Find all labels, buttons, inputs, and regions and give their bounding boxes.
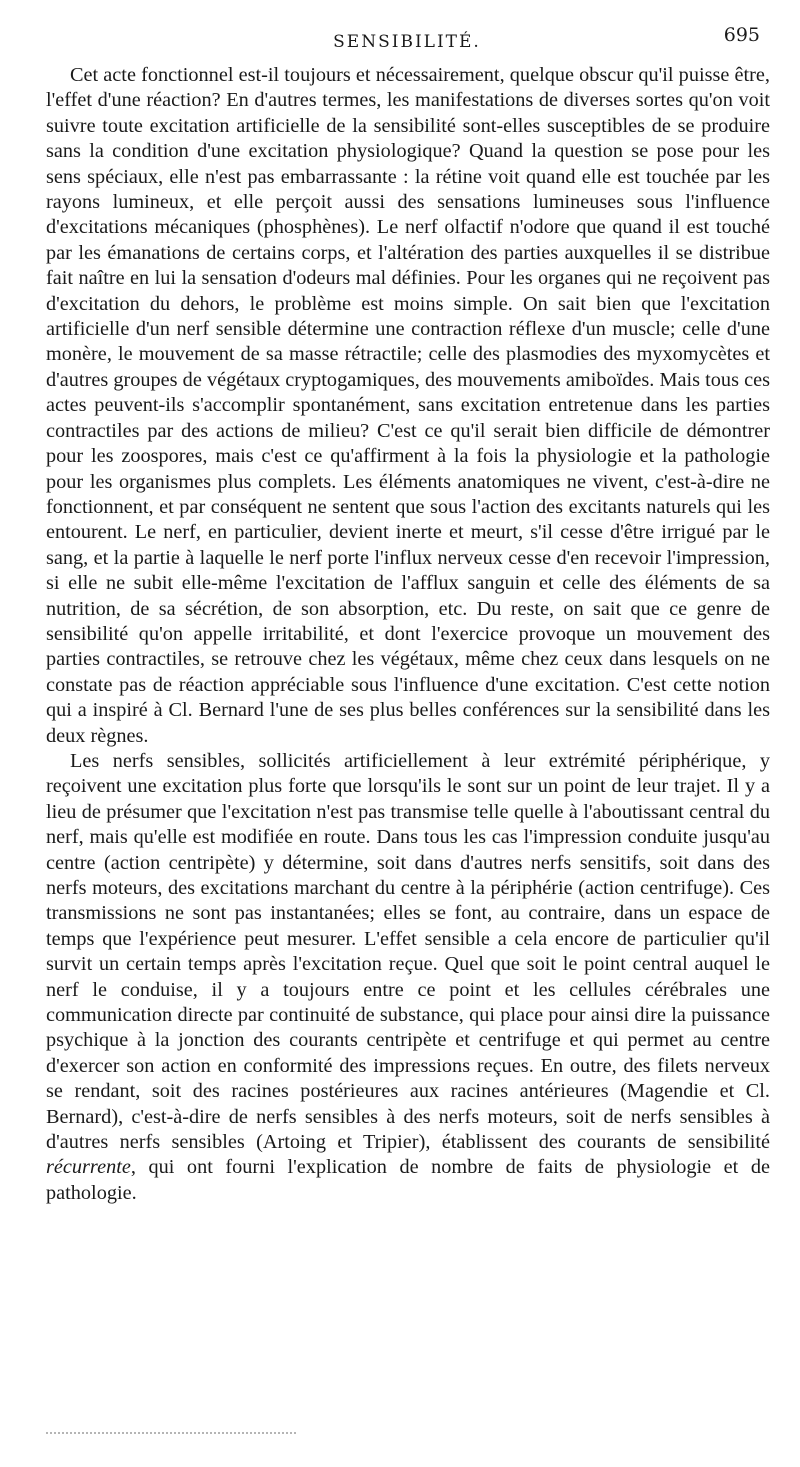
running-title: SENSIBILITÉ. [333,32,481,52]
bottom-rule-dots [46,1432,296,1436]
page-header [48,22,766,52]
paragraph-2-end: , qui ont fourni l'explication de nombre de faits de physiologie et de pathologie. [46,1156,770,1204]
page-number: 695 [723,24,760,46]
paragraph-1: Cet acte fonctionnel est-il toujours et nécessairement, quelque obscur qu'il puisse être, l'effet d'une réaction? En d'autres termes, les manifestations de diverses sortes qu'on voit suivre toute excitation artificielle de la sensibilité sont-elles susceptibles de se produire sans la condition d'une excitation physiologique? Quand la question se pose pour les sens spéciaux, elle n'est pas embarrassante : la rétine voit quand elle est touchée par les rayons lumineux, et elle perçoit aussi des sensations lumineuses sous l'influence d'excitations mécaniques (phosphènes). Le nerf olfactif n'odore que quand il est touché par les émanations de certains corps, et l'altération des parties auxquelles il se distribue fait naître en lui la sensation d'odeurs mal définies. Pour les organes qui ne reçoivent pas d'excitation du dehors, le problème est moins simple. On sait bien que l'excitation artificielle d'un nerf sensible détermine une contraction réflexe d'un muscle; celle d'une monère, le mouvement de sa masse rétractile; celle des plasmodies des myxomycètes et d'autres groupes de végétaux cryptogamiques, des mouvements amiboïdes. Mais tous ces actes peuvent-ils s'accomplir spontanément, sans excitation entretenue dans les parties contractiles par des actions de milieu? C'est ce qu'il serait bien difficile de démontrer pour les zoospores, mais c'est ce qu'affirment à la fois la physiologie et la pathologie pour les organismes plus complets. Les éléments anatomiques ne vivent, c'est-à-dire ne fonctionnent, et par conséquent ne sentent que sous l'action des excitants naturels qui les entourent. Le nerf, en particulier, devient inerte et meurt, s'il cesse d'être irrigué par le sang, et la partie à laquelle le nerf porte l'influx nerveux cesse d'en recevoir l'impression, si elle ne subit elle-même l'excitation de l'afflux sanguin et celle des éléments de sa nutrition, de sa sécrétion, de son absorption, etc. Du reste, on sait que ce genre de sensibilité qu'on appelle irritabilité, et dont l'exercice provoque un mouvement des parties contractiles, se retrouve chez les végétaux, même chez ceux dans lesquels on ne constate pas de réaction appréciable sous l'influence d'une excitation. C'est cette notion qui a inspiré à Cl. Bernard l'une de ses plus belles conférences sur la sensibilité dans les deux règnes. [46,64,770,747]
italic-term: récurrente [46,1156,131,1179]
paragraph-2-text: Les nerfs sensibles, sollicités artificiellement à leur extrémité périphérique, y reçoivent une excitation plus forte que lorsqu'ils le sont sur un point de leur trajet. Il y a lieu de présumer que l'excitation n'est pas transmise telle quelle à l'aboutissant central du nerf, mais qu'elle est modifiée en route. Dans tous les cas l'impression conduite jusqu'au centre (action centripète) y détermine, soit dans d'autres nerfs sensitifs, soit dans des nerfs moteurs, des excitations marchant du centre à la périphérie (action centrifuge). Ces transmissions ne sont pas instantanées; elles se font, au contraire, dans un espace de temps que l'expérience peut mesurer. L'effet sensible a cela encore de particulier qu'il survit un certain temps après l'excitation reçue. Quel que soit le point central auquel le nerf le conduise, il y a toujours entre ce point et les cellules cérébrales une communication directe par continuité de substance, qui place pour ainsi dire la puissance psychique à la jonction des courants centripète et centrifuge et qui permet au centre d'exercer son action en conformité des impressions reçues. En outre, des filets nerveux se rendant, soit des racines postérieures aux racines antérieures (Magendie et Cl. Bernard), c'est-à-dire de nerfs sensibles à des nerfs moteurs, soit de nerfs sensibles à d'autres nerfs sensibles (Artoing et Tripier), établissent des courants de sensibilité [46,749,770,1154]
body-text [46,63,770,1206]
paragraph-2 [46,749,770,1206]
